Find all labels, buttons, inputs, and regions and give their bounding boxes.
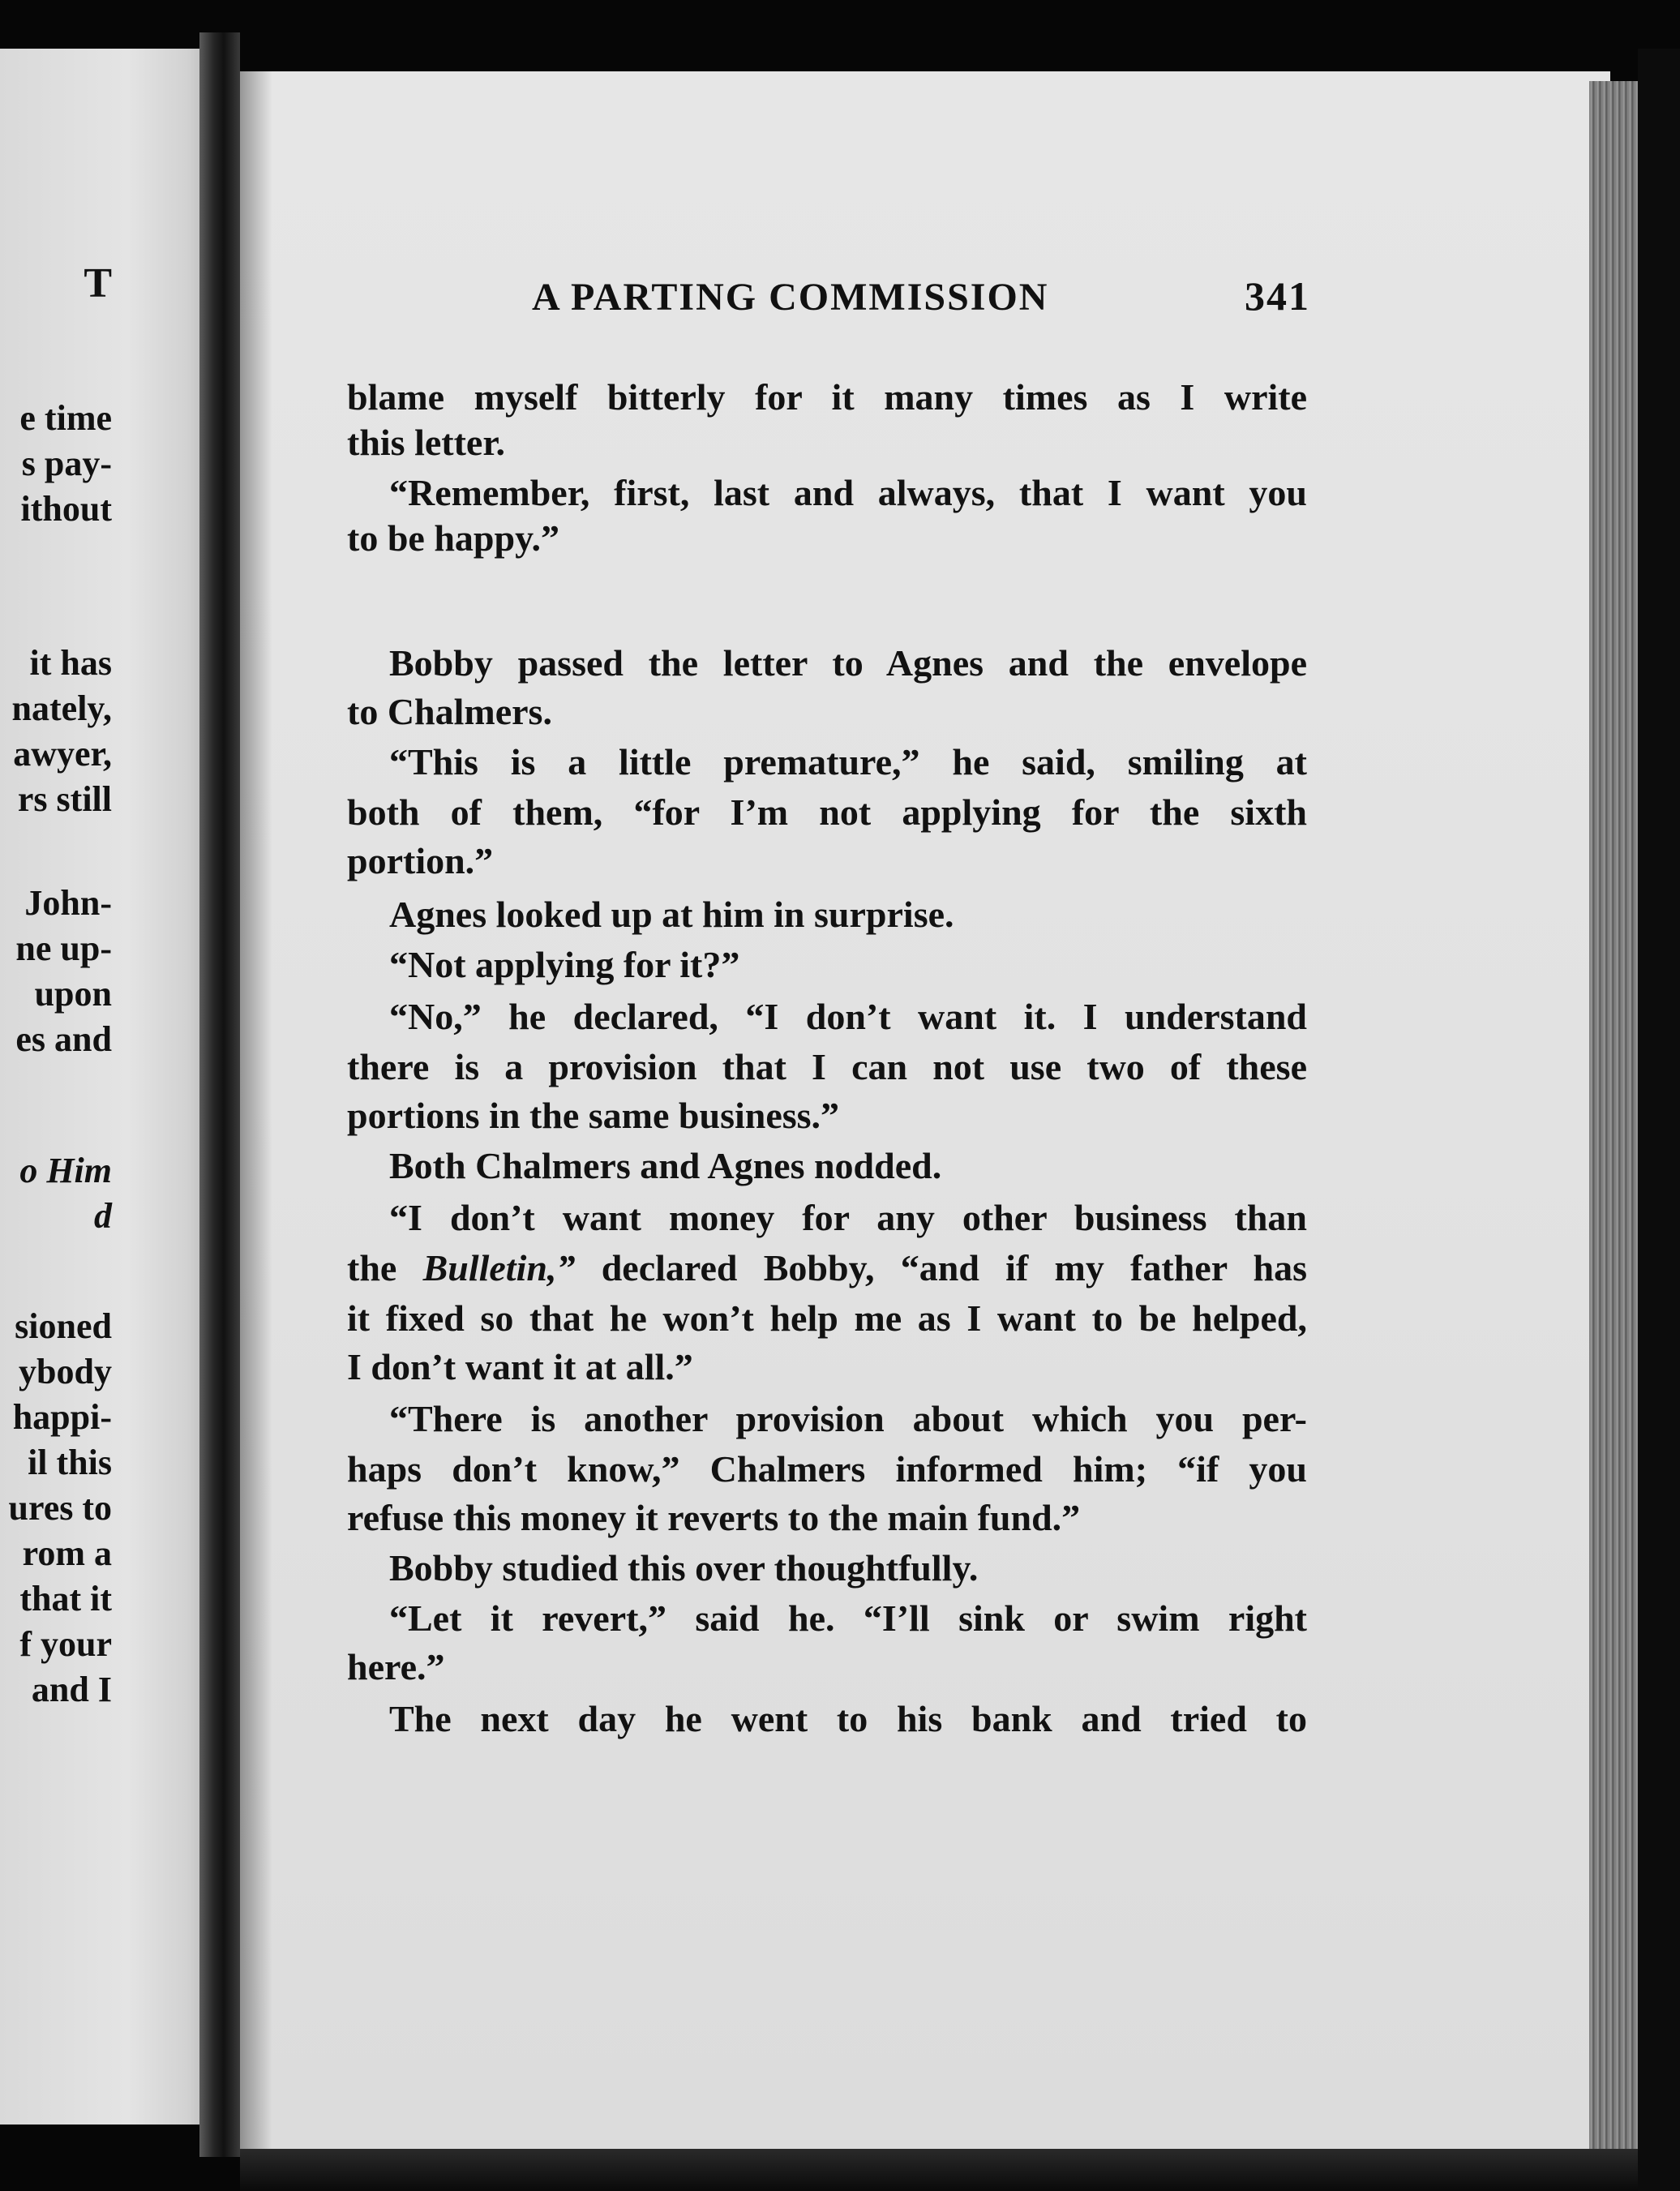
text-line: portion.” — [347, 840, 494, 881]
text-line: “Let it revert,” said he. “I’ll sink or swim right — [389, 1597, 1307, 1639]
book-gutter — [199, 32, 240, 2157]
running-head — [532, 272, 1310, 319]
facing-line: that it — [19, 1579, 112, 1619]
facing-line: ybody — [19, 1352, 112, 1391]
text-line: to be happy.” — [347, 517, 560, 559]
text-line: “There is another provision about which you per- — [389, 1398, 1307, 1439]
page-shadow — [240, 71, 272, 2149]
page-number: 341 — [1245, 273, 1310, 319]
facing-line: awyer, — [13, 734, 112, 774]
facing-line: ne up- — [15, 928, 112, 968]
text-line: Agnes looked up at him in surprise. — [389, 894, 954, 935]
facing-line: es and — [15, 1019, 112, 1059]
facing-line: il this — [28, 1443, 112, 1482]
text-line: it fixed so that he won’t help me as I want to be helped, — [347, 1297, 1307, 1339]
text-line: The next day he went to his bank and tried to — [389, 1698, 1307, 1739]
text-line: “Remember, first, last and always, that I want you — [389, 472, 1307, 513]
facing-line: T — [84, 260, 112, 307]
facing-line: e time — [19, 398, 112, 438]
text-line: portions in the same business.” — [347, 1095, 840, 1136]
facing-line: ithout — [20, 489, 112, 529]
facing-line: f your — [19, 1624, 112, 1664]
facing-line: sioned — [15, 1306, 112, 1346]
text-line: I don’t want it at all.” — [347, 1346, 693, 1387]
facing-line: John- — [24, 883, 112, 923]
facing-line: upon — [34, 974, 112, 1014]
text-line: “No,” he declared, “I don’t want it. I understand — [389, 996, 1307, 1037]
facing-line: happi- — [12, 1397, 112, 1437]
facing-line: nately, — [11, 688, 112, 728]
text-fragment: the — [347, 1247, 423, 1288]
facing-line: rs still — [17, 779, 112, 819]
text-line: haps don’t know,” Chalmers informed him; “if you — [347, 1448, 1307, 1490]
facing-line: ures to — [8, 1488, 112, 1528]
text-line: refuse this money it reverts to the main fund.” — [347, 1497, 1081, 1538]
scan-border-bottom — [240, 2149, 1638, 2191]
text-line: to Chalmers. — [347, 691, 552, 732]
facing-line: rom a — [22, 1533, 112, 1573]
text-line: both of them, “for I’m not applying for the sixth — [347, 791, 1307, 833]
facing-page-text — [0, 49, 212, 2125]
text-line — [347, 1246, 1307, 1294]
facing-page — [0, 49, 212, 2125]
facing-line: and I — [31, 1670, 112, 1709]
facing-line: d — [94, 1196, 112, 1236]
text-line: Bobby studied this over thoughtfully. — [389, 1547, 979, 1589]
scan-border-right — [1638, 49, 1680, 2191]
text-line: “I don’t want money for any other business than — [389, 1197, 1307, 1238]
facing-line: o Him — [19, 1151, 112, 1190]
text-line: “Not applying for it?” — [389, 944, 740, 985]
page-fore-edge — [1589, 81, 1638, 2157]
text-line: this letter. — [347, 422, 506, 463]
text-line: Bobby passed the letter to Agnes and the envelope — [389, 642, 1307, 684]
text-line: blame myself bitterly for it many times as I write — [347, 376, 1307, 418]
text-line: there is a provision that I can not use two of these — [347, 1046, 1307, 1087]
newspaper-title: Bulletin,” — [422, 1247, 576, 1288]
text-line: “This is a little premature,” he said, smiling at — [389, 741, 1307, 782]
chapter-title: A PARTING COMMISSION — [532, 276, 1049, 319]
text-line: Both Chalmers and Agnes nodded. — [389, 1145, 942, 1186]
facing-line: it has — [29, 643, 112, 683]
text-fragment: declared Bobby, “and if my father has — [601, 1247, 1308, 1288]
facing-line: s pay- — [21, 444, 112, 483]
text-line: here.” — [347, 1646, 445, 1687]
